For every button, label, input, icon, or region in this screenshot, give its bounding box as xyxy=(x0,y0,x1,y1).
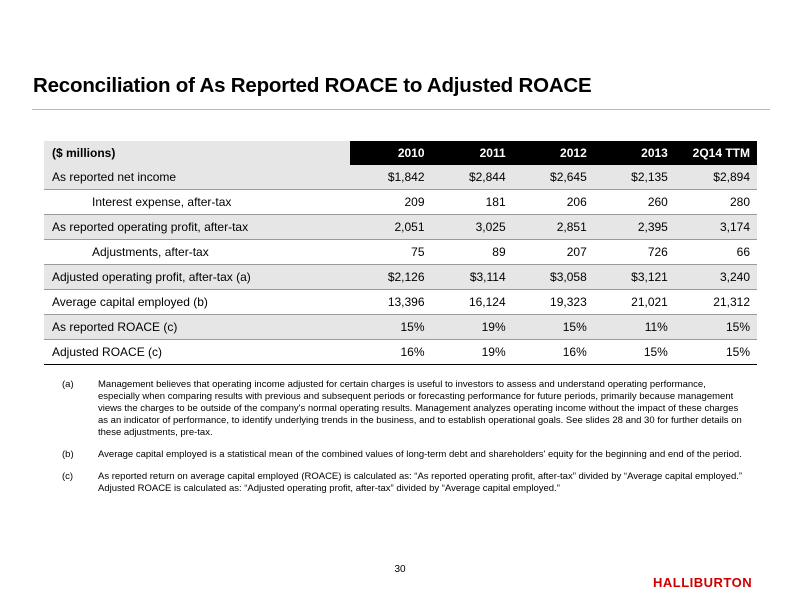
table-cell: 207 xyxy=(566,245,587,259)
table-cell: 11% xyxy=(594,315,675,340)
table-cell: 3,174 xyxy=(675,215,757,240)
row-label: Interest expense, after-tax xyxy=(92,195,232,209)
table-cell: 15% xyxy=(675,315,757,340)
table-row xyxy=(44,290,757,315)
row-label: As reported operating profit, after-tax xyxy=(44,215,350,240)
table-cell: 2,051 xyxy=(350,215,431,240)
table-cell: 21,021 xyxy=(631,295,668,309)
table-cell: 726 xyxy=(647,245,668,259)
footnote-text: Management believes that operating income adjusted for certain charges is useful to investors to assess and understand operating performance, especially when comparing results with previous and subsequent periods or forecasting performance for future periods, primarily because management views the charges to be outside of the company's normal operating results. Management analyzes operating income without the impact of these charges as an indicator of performance, to identify underlying trends in the business, and to establish operational goals. See slides 28 and 30 for further details on these adjustments, pre-tax. xyxy=(98,379,742,438)
table-row xyxy=(44,240,757,265)
table-cell: 3,240 xyxy=(675,265,757,290)
table-cell: $2,844 xyxy=(432,165,513,190)
table-cell: 66 xyxy=(736,245,750,259)
footnote-mark: (a) xyxy=(62,379,74,390)
table-cell: 2,851 xyxy=(513,215,594,240)
table-cell: 3,025 xyxy=(432,215,513,240)
footnote-text: As reported return on average capital employed (ROACE) is calculated as: “As reported operating profit, after-tax” divided by “Average capital employed.” Adjusted ROACE is calculated as: “Adjusted operating profit, after-tax” divided by “Average capital employed.” xyxy=(98,471,743,494)
table-cell: $2,135 xyxy=(594,165,675,190)
footnote-b xyxy=(62,449,746,461)
row-label: Adjustments, after-tax xyxy=(92,245,209,259)
table-cell: $2,645 xyxy=(513,165,594,190)
column-header-2010: 2010 xyxy=(350,141,431,165)
table-row xyxy=(44,190,757,215)
table-cell: 16% xyxy=(400,345,425,359)
table-cell: 15% xyxy=(725,345,750,359)
footnote-c xyxy=(62,471,746,495)
table-cell: 19% xyxy=(432,315,513,340)
table-cell: 2,395 xyxy=(594,215,675,240)
table-cell: 16% xyxy=(562,345,587,359)
footnote-a xyxy=(62,379,746,439)
column-header-2012: 2012 xyxy=(513,141,594,165)
table-cell: $1,842 xyxy=(350,165,431,190)
table-row xyxy=(44,165,757,190)
table-cell: 280 xyxy=(729,195,750,209)
title-divider xyxy=(32,109,770,110)
table-cell: 75 xyxy=(411,245,425,259)
table-row xyxy=(44,265,757,290)
table-cell: 16,124 xyxy=(468,295,506,309)
footnote-mark: (c) xyxy=(62,471,74,482)
table-row xyxy=(44,315,757,340)
table-cell: 15% xyxy=(643,345,668,359)
column-header-label: ($ millions) xyxy=(44,141,350,165)
row-label: Adjusted ROACE (c) xyxy=(52,345,163,359)
table-cell: 181 xyxy=(485,195,506,209)
column-header-2011: 2011 xyxy=(432,141,513,165)
row-label: Adjusted operating profit, after-tax (a) xyxy=(44,265,350,290)
column-header-2013: 2013 xyxy=(594,141,675,165)
table-cell: 13,396 xyxy=(387,295,425,309)
table-cell: 15% xyxy=(513,315,594,340)
page-number: 30 xyxy=(394,564,406,575)
table-cell: $3,121 xyxy=(594,265,675,290)
footnote-text: Average capital employed is a statistical mean of the combined values of long-term debt and shareholders' equity for the beginning and end of the period. xyxy=(98,449,742,460)
table-cell: $3,058 xyxy=(513,265,594,290)
table-row xyxy=(44,340,757,365)
row-label: Average capital employed (b) xyxy=(52,295,208,309)
table-cell: 21,312 xyxy=(713,295,750,309)
table-cell: 89 xyxy=(492,245,506,259)
table-cell: 260 xyxy=(647,195,668,209)
table-cell: 209 xyxy=(404,195,425,209)
table-cell: 19% xyxy=(481,345,506,359)
table-cell: 15% xyxy=(350,315,431,340)
table-row xyxy=(44,215,757,240)
reconciliation-table xyxy=(44,141,757,365)
footnotes xyxy=(62,379,746,505)
table-cell: 19,323 xyxy=(550,295,587,309)
row-label: As reported ROACE (c) xyxy=(44,315,350,340)
table-cell: $2,894 xyxy=(675,165,757,190)
slide-title: Reconciliation of As Reported ROACE to Adjusted ROACE xyxy=(33,74,592,97)
table-cell: $3,114 xyxy=(432,265,513,290)
halliburton-logo: HALLIBURTON xyxy=(653,575,753,590)
row-label: As reported net income xyxy=(44,165,350,190)
table-cell: $2,126 xyxy=(350,265,431,290)
column-header-2q14-ttm: 2Q14 TTM xyxy=(675,141,757,165)
table-header-row xyxy=(44,141,757,165)
table-cell: 206 xyxy=(566,195,587,209)
footnote-mark: (b) xyxy=(62,449,74,460)
